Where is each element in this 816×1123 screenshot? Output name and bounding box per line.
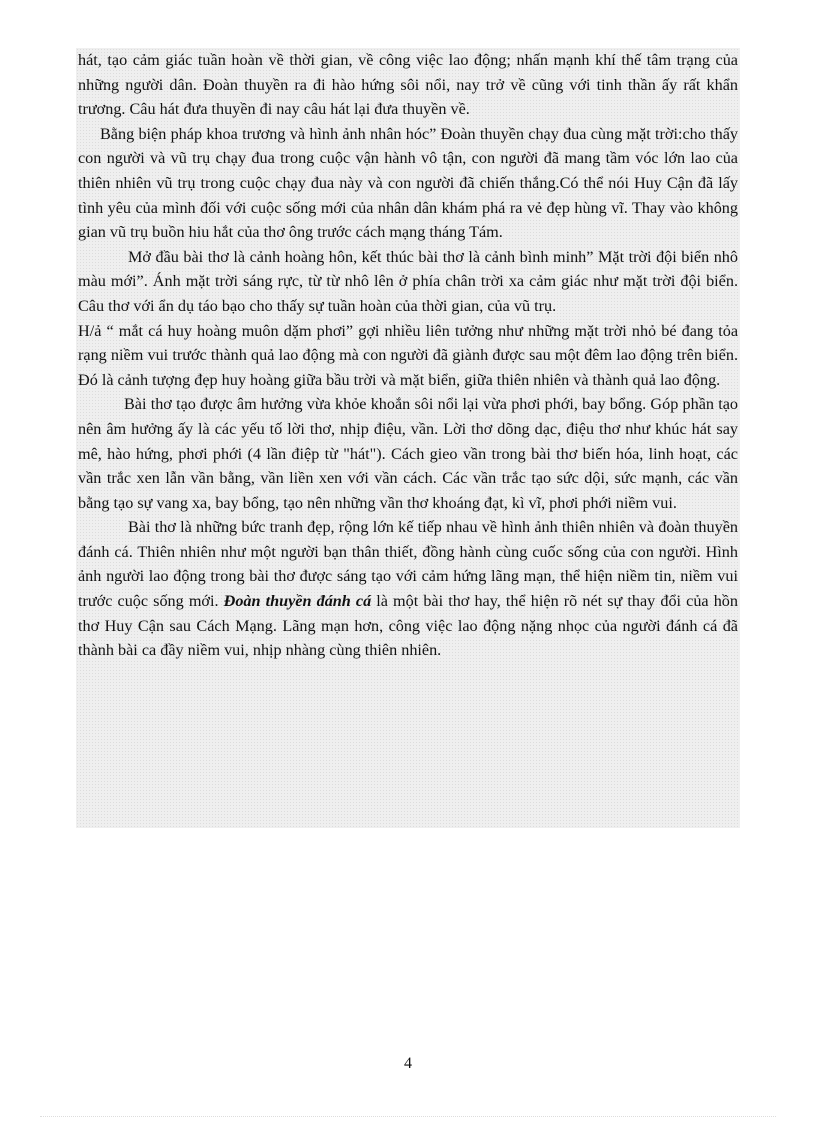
paragraph-1: hát, tạo cảm giác tuần hoàn về thời gian, về công việc lao động; nhấn mạnh khí thế tâm trạng của những người dân. Đoàn thuyền ra đi hào hứng sôi nổi, nay trở về cũng với tinh thần ấy rất khẩn trương. Câu hát đưa thuyền đi nay câu hát lại đưa thuyền về. xyxy=(78,51,738,119)
paragraph-4: H/ả “ mắt cá huy hoàng muôn dặm phơi” gợi nhiều liên tưởng như những mặt trời nhỏ bé đang tỏa rạng niềm vui trước thành quả lao động mà con người đã giành được sau một đêm lao động trên biển. Đó là cảnh tượng đẹp huy hoàng giữa bầu trời và mặt biển, giữa thiên nhiên và thành quả lao động. xyxy=(78,321,738,389)
paragraph-6 xyxy=(78,515,738,663)
poem-title-emphasis: Đoàn thuyền đánh cá xyxy=(223,592,372,611)
page-number: 4 xyxy=(404,1055,412,1072)
paragraph-2: Bằng biện pháp khoa trương và hình ảnh nhân hóc” Đoàn thuyền chạy đua cùng mặt trời:cho thấy con người và vũ trụ chạy đua trong cuộc vận hành vô tận, con người đã mang tầm vóc lớn lao của thiên nhiên vũ trụ trong cuộc chạy đua này và con người đã chiến thắng.Có thể nói Huy Cận đã lấy tình yêu của mình đối với cuộc sống mới của nhân dân khám phá ra vẻ đẹp hùng vĩ. Thay vào không gian vũ trụ buồn hiu hắt của thơ ông trước cách mạng tháng Tám. xyxy=(78,124,738,242)
paragraph-3: Mở đầu bài thơ là cảnh hoàng hôn, kết thúc bài thơ là cảnh bình minh” Mặt trời đội biển nhô màu mới”. Ánh mặt trời sáng rực, từ từ nhô lên ở phía chân trời xa cảm giác như mặt trời đội biển. Câu thơ với ẩn dụ táo bạo cho thấy sự tuần hoàn của thời gian, của vũ trụ. xyxy=(78,247,738,315)
body-text-block xyxy=(76,48,740,828)
paragraph-5: Bài thơ tạo được âm hưởng vừa khỏe khoắn sôi nổi lại vừa phơi phới, bay bổng. Góp phần tạo nên âm hưởng ấy là các yếu tố lời thơ, nhịp điệu, vần. Lời thơ dõng dạc, điệu thơ như khúc hát say mê, hào hứng, phơi phới (4 lần điệp từ "hát"). Cách gieo vần trong bài thơ biến hóa, linh hoạt, các vần trắc xen lẫn vần bằng, vần liền xen với vần cách. Các vần trắc tạo sức dội, sức mạnh, các vần bằng tạo sự vang xa, bay bổng, tạo nên những vần thơ khoáng đạt, kì vĩ, phơi phới niềm vui. xyxy=(78,395,738,512)
paragraph-6-lead: Bài thơ là những bức tranh đẹp, rộng lớn kế tiếp nhau về hình ảnh thiên nhiên và đoàn thuyền đánh cá. Thiên nhiên như một người bạn thân thiết, đồng hành cùng cuốc sống của con người. Hình ảnh người lao động trong bài thơ được sáng tạo với cảm hứng lãng mạn, thể hiện niềm tin, niềm vui trước cuộc sống mới. xyxy=(78,518,738,611)
paragraph-6-tail: là một bài thơ hay, thể hiện rõ nét sự thay đổi của hồn thơ Huy Cận sau Cách Mạng. Lãng mạn hơn, công việc lao động nặng nhọc của người đánh cá đã thành bài ca đầy niềm vui, nhịp nhàng cùng thiên nhiên. xyxy=(78,592,738,660)
footer-divider xyxy=(40,1116,776,1117)
